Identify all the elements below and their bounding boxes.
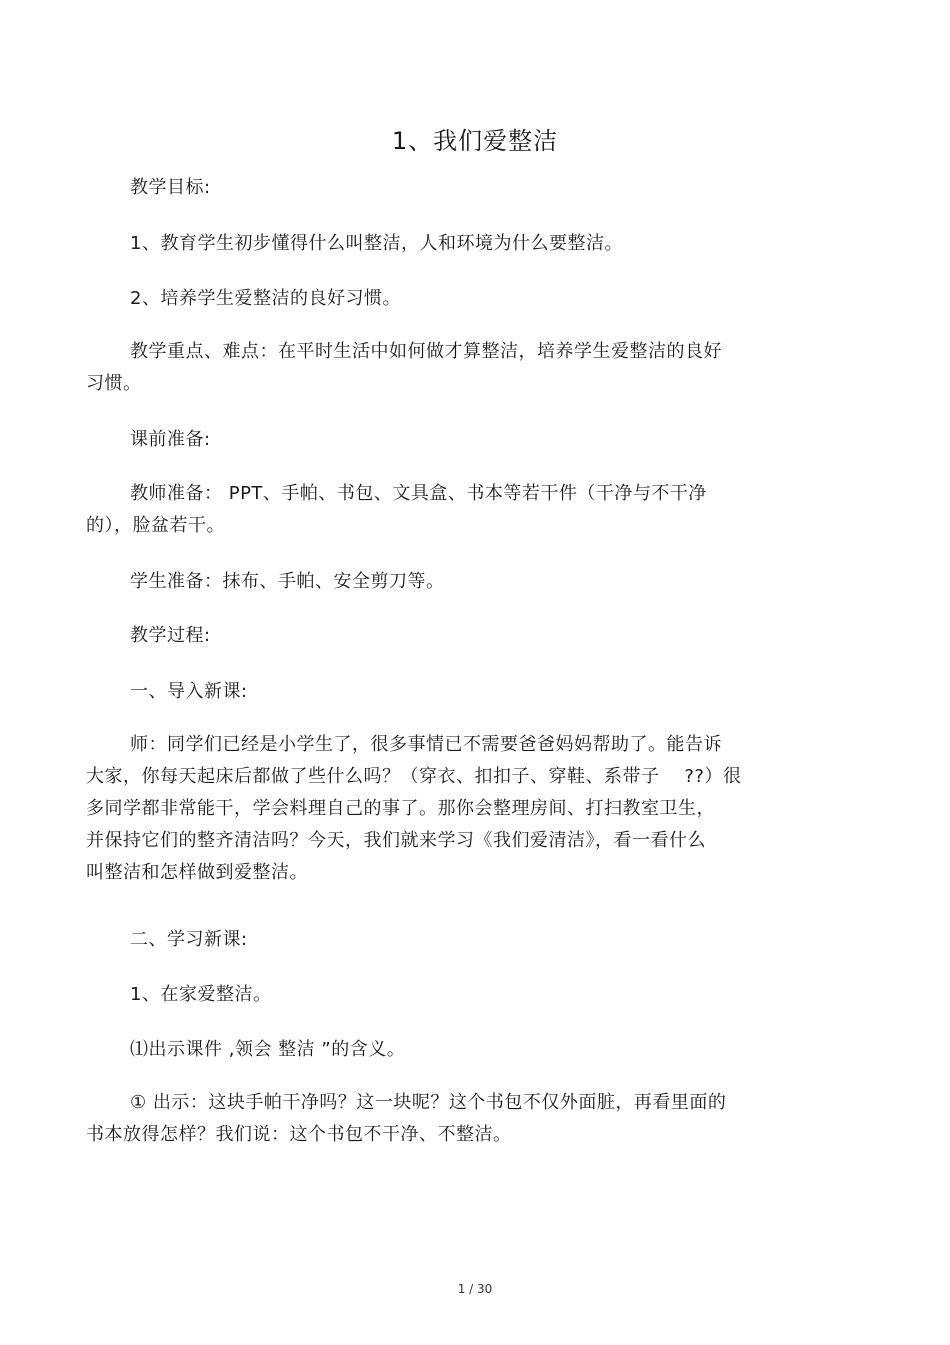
paragraph-key-points — [86, 336, 846, 400]
paragraph-section-2 — [86, 924, 846, 956]
text-line: 大家，你每天起床后都做了些什么吗？（穿衣、扣扣子、穿鞋、系带子 ??）很 — [86, 766, 742, 787]
paragraph-teacher-prep — [86, 478, 846, 542]
text-line: 教学重点、难点：在平时生活中如何做才算整洁，培养学生爱整洁的良好 — [130, 341, 722, 362]
paragraph-goal-2 — [86, 283, 846, 315]
text-line: 多同学都非常能干，学会料理自己的事了。那你会整理房间、打扫教室卫生， — [86, 798, 715, 819]
text-line: ① 出示：这块手帕干净吗？这一块呢？这个书包不仅外面脏，再看里面的 — [130, 1092, 727, 1113]
text-line: 1、教育学生初步懂得什么叫整洁，人和环境为什么要整洁。 — [130, 233, 623, 254]
text-line: 2、培养学生爱整洁的良好习惯。 — [130, 288, 401, 309]
page-number: 1 / 30 — [457, 1282, 493, 1296]
text-line: 并保持它们的整齐清洁吗？今天，我们就来学习《我们爱清洁》，看一看什么 — [86, 830, 706, 851]
text-line: 教师准备： PPT、手帕、书包、文具盒、书本等若干件（干净与不干净 — [130, 483, 707, 504]
text-line: 叫整洁和怎样做到爱整洁。 — [86, 862, 308, 883]
text-line: 书本放得怎样？我们说：这个书包不干净、不整洁。 — [86, 1124, 512, 1145]
text-line: 习惯。 — [86, 373, 142, 394]
paragraph-section-1 — [86, 676, 846, 708]
document-title: 1、我们爱整洁 — [391, 127, 559, 155]
paragraph-teaching-goals — [86, 172, 846, 204]
text-line: 教学过程: — [130, 625, 211, 646]
paragraph-student-prep — [86, 566, 846, 598]
text-line: 一、导入新课: — [130, 681, 248, 702]
paragraph-process — [86, 620, 846, 652]
paragraph-home-tidy — [86, 979, 846, 1011]
text-line: ⑴出示课件 ,领会 整洁 ”的含义。 — [130, 1039, 406, 1060]
text-line: 1、在家爱整洁。 — [130, 984, 272, 1005]
paragraph-preparation — [86, 424, 846, 456]
text-line: 课前准备: — [130, 429, 211, 450]
paragraph-show — [86, 1087, 846, 1151]
text-line: 学生准备：抹布、手帕、安全剪刀等。 — [130, 571, 445, 592]
paragraph-intro — [86, 729, 846, 889]
paragraph-goal-1 — [86, 228, 846, 260]
text-line: 二、学习新课: — [130, 929, 248, 950]
text-line: 的），脸盆若干。 — [86, 515, 225, 536]
text-line: 师：同学们已经是小学生了，很多事情已不需要爸爸妈妈帮助了。能告诉 — [130, 734, 722, 755]
text-line: 教学目标: — [130, 177, 211, 198]
paragraph-courseware — [86, 1034, 846, 1066]
